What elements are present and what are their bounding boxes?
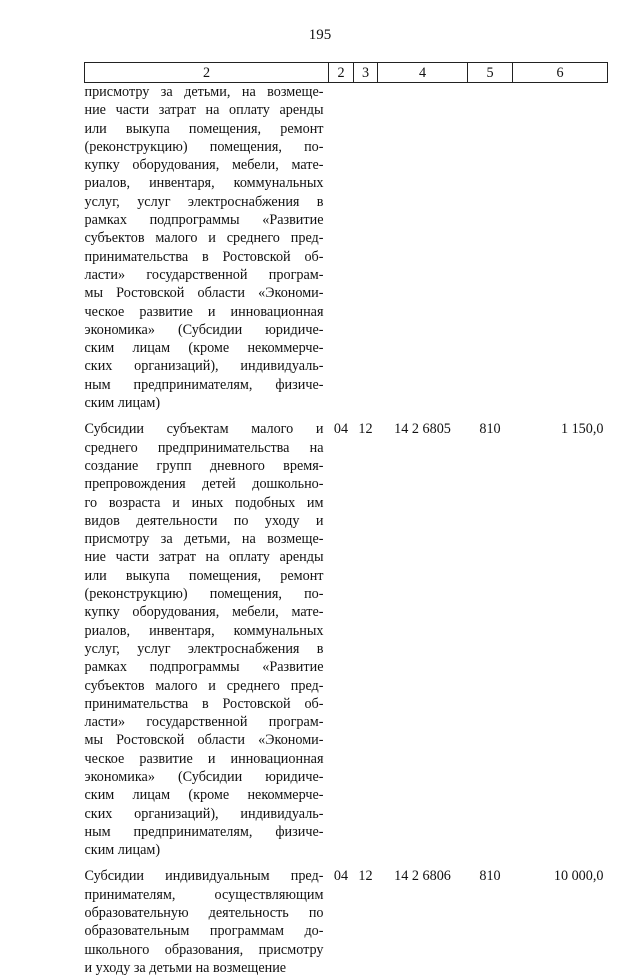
row-name: [85, 83, 329, 413]
row-name-line: рамках подпрограммы «Развитие: [85, 658, 324, 676]
header-col-subsection: 3: [354, 63, 378, 83]
row-name-line: риалов, инвентаря, коммунальных: [85, 622, 324, 640]
header-col-target: 4: [378, 63, 468, 83]
row-name-line: препровождения детей дошкольно-: [85, 475, 324, 493]
row-name-line: риалов, инвентаря, коммунальных: [85, 174, 324, 192]
row-name-line: ческое развитие и инновационная: [85, 750, 324, 768]
row-name-line: экономика» (Субсидии юридиче-: [85, 321, 324, 339]
header-col-section: 2: [329, 63, 354, 83]
page-number: 195: [0, 27, 640, 44]
header-col-amount: 6: [513, 63, 608, 83]
row-name-line: или выкупа помещения, ремонт: [85, 567, 324, 585]
row-name-line: ние части затрат на оплату аренды: [85, 101, 324, 119]
row-name-line: образовательным программам до-: [85, 922, 324, 940]
row-name-line: присмотру за детьми, на возмеще-: [85, 83, 324, 101]
row-name-line: принимательства в Ростовской об-: [85, 695, 324, 713]
row-name-line: мы Ростовской области «Экономи-: [85, 284, 324, 302]
row-name-line: рамках подпрограммы «Развитие: [85, 211, 324, 229]
row-name-line: ских организаций), индивидуаль-: [85, 805, 324, 823]
row-name-line: го возраста и иных подобных им: [85, 494, 324, 512]
row-name-line: услуг, услуг электроснабжения в: [85, 640, 324, 658]
row-name: [85, 859, 329, 977]
row-name-line: школьного образования, присмотру: [85, 941, 324, 959]
row-name-line: ским лицам): [85, 394, 324, 412]
row-name-line: (реконструкцию) помещения, по-: [85, 138, 324, 156]
row-name-line: услуг, услуг электроснабжения в: [85, 193, 324, 211]
row-name-line: ние части затрат на оплату аренды: [85, 548, 324, 566]
row-name-line: субъектов малого и среднего пред-: [85, 229, 324, 247]
budget-table: [84, 62, 608, 977]
row-subsection: [354, 83, 378, 413]
row-name-line: и уходу за детьми на возмещение: [85, 959, 324, 977]
row-expense-type: 810: [468, 412, 513, 859]
row-name-line: ских организаций), индивидуаль-: [85, 357, 324, 375]
row-target-article: 14 2 6805: [378, 412, 468, 859]
row-name-line: ческое развитие и инновационная: [85, 303, 324, 321]
row-name-line: образовательную деятельность по: [85, 904, 324, 922]
row-amount: [513, 83, 608, 413]
row-expense-type: [468, 83, 513, 413]
table-header: [85, 63, 608, 83]
row-name-line: купку оборудования, мебели, мате-: [85, 603, 324, 621]
row-name-line: экономика» (Субсидии юридиче-: [85, 768, 324, 786]
table-row: [85, 859, 608, 977]
row-name-line: ным предпринимателям, физиче-: [85, 823, 324, 841]
row-section: 04: [329, 412, 354, 859]
row-name-line: ласти» государственной програм-: [85, 266, 324, 284]
row-name-line: ским лицам): [85, 841, 324, 859]
row-name-line: мы Ростовской области «Экономи-: [85, 731, 324, 749]
row-name-line: видов деятельности по уходу и: [85, 512, 324, 530]
row-subsection: 12: [354, 412, 378, 859]
row-name-line: Субсидии индивидуальным пред-: [85, 867, 324, 885]
table-body: [85, 83, 608, 977]
row-name-line: принимательства в Ростовской об-: [85, 248, 324, 266]
row-target-article: [378, 83, 468, 413]
row-name-line: принимателям, осуществляющим: [85, 886, 324, 904]
row-section: 04: [329, 859, 354, 977]
row-section: [329, 83, 354, 413]
row-name-line: создание групп дневного время-: [85, 457, 324, 475]
row-name: [85, 412, 329, 859]
row-name-line: ским лицам (кроме некоммерче-: [85, 786, 324, 804]
row-name-line: или выкупа помещения, ремонт: [85, 120, 324, 138]
table-row: [85, 83, 608, 413]
row-target-article: 14 2 6806: [378, 859, 468, 977]
table-row: [85, 412, 608, 859]
header-col-expense-type: 5: [468, 63, 513, 83]
row-subsection: 12: [354, 859, 378, 977]
row-name-line: субъектов малого и среднего пред-: [85, 677, 324, 695]
row-name-line: Субсидии субъектам малого и: [85, 420, 324, 438]
row-amount: 10 000,0: [513, 859, 608, 977]
row-name-line: среднего предпринимательства на: [85, 439, 324, 457]
row-name-line: (реконструкцию) помещения, по-: [85, 585, 324, 603]
row-name-line: ным предпринимателям, физиче-: [85, 376, 324, 394]
row-name-line: ским лицам (кроме некоммерче-: [85, 339, 324, 357]
row-amount: 1 150,0: [513, 412, 608, 859]
row-name-line: ласти» государственной програм-: [85, 713, 324, 731]
header-col-name: 2: [85, 63, 329, 83]
row-name-line: присмотру за детьми, на возмеще-: [85, 530, 324, 548]
row-name-line: купку оборудования, мебели, мате-: [85, 156, 324, 174]
row-expense-type: 810: [468, 859, 513, 977]
